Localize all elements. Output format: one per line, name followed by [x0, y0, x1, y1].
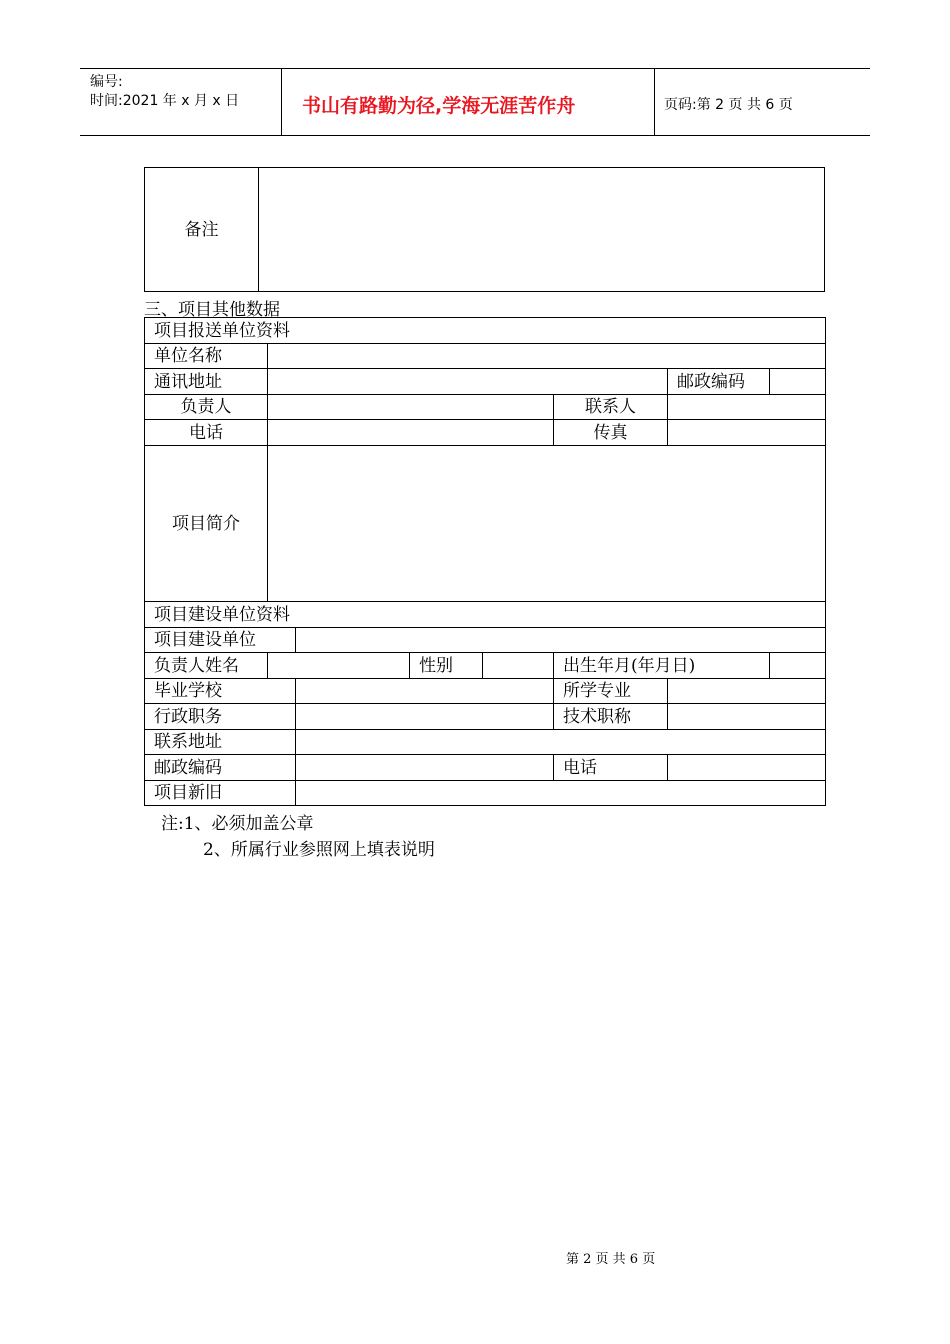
birth-label: 出生年月(年月日) — [554, 653, 770, 679]
report-unit-title: 项目报送单位资料 — [145, 318, 826, 344]
contact-label: 联系人 — [554, 395, 668, 420]
tech-title-label: 技术职称 — [554, 704, 668, 730]
build-postcode-field[interactable] — [296, 755, 554, 781]
remarks-label: 备注 — [145, 168, 259, 292]
build-unit-title: 项目建设单位资料 — [145, 602, 826, 628]
header-number-label: 编号: — [90, 74, 123, 90]
fax-field[interactable] — [668, 420, 826, 446]
project-intro-field[interactable] — [268, 446, 826, 602]
fax-label: 传真 — [554, 420, 668, 446]
contact-field[interactable] — [668, 395, 826, 420]
new-old-label: 项目新旧 — [145, 781, 296, 806]
phone-field[interactable] — [268, 420, 554, 446]
contact-address-label: 联系地址 — [145, 730, 296, 755]
build-phone-label: 电话 — [554, 755, 668, 781]
admin-post-field[interactable] — [296, 704, 554, 730]
contact-address-field[interactable] — [296, 730, 826, 755]
address-label: 通讯地址 — [145, 369, 268, 395]
project-intro-label: 项目简介 — [145, 446, 268, 602]
postcode-field[interactable] — [770, 369, 826, 395]
gender-label: 性别 — [410, 653, 483, 679]
leader-name-label: 负责人姓名 — [145, 653, 268, 679]
build-unit-label: 项目建设单位 — [145, 628, 296, 653]
leader-name-field[interactable] — [268, 653, 410, 679]
tech-title-field[interactable] — [668, 704, 826, 730]
header-motto: 书山有路勤为径,学海无涯苦作舟 — [302, 95, 576, 117]
admin-post-label: 行政职务 — [145, 704, 296, 730]
school-field[interactable] — [296, 679, 554, 704]
major-label: 所学专业 — [554, 679, 668, 704]
header-page-label: 页码:第 2 页 共 6 页 — [664, 97, 793, 113]
remarks-field[interactable] — [259, 168, 825, 292]
postcode-label: 邮政编码 — [668, 369, 770, 395]
unit-name-field[interactable] — [268, 344, 826, 369]
header-divider-left — [281, 68, 282, 136]
footer-page-number: 第 2 页 共 6 页 — [566, 1252, 656, 1267]
section3-title: 三、项目其他数据 — [144, 300, 280, 320]
phone-label: 电话 — [145, 420, 268, 446]
gender-field[interactable] — [483, 653, 554, 679]
header-divider-right — [654, 68, 655, 136]
build-phone-field[interactable] — [668, 755, 826, 781]
project-data-table — [144, 317, 826, 806]
remarks-table — [144, 167, 825, 292]
leader-label: 负责人 — [145, 395, 268, 420]
address-field[interactable] — [268, 369, 668, 395]
major-field[interactable] — [668, 679, 826, 704]
note-line-2: 2、所属行业参照网上填表说明 — [203, 840, 435, 860]
build-postcode-label: 邮政编码 — [145, 755, 296, 781]
new-old-field[interactable] — [296, 781, 826, 806]
header-time-label: 时间:2021 年 x 月 x 日 — [90, 93, 240, 109]
build-unit-field[interactable] — [296, 628, 826, 653]
birth-field[interactable] — [770, 653, 826, 679]
leader-field[interactable] — [268, 395, 554, 420]
note-line-1: 注:1、必须加盖公章 — [161, 814, 314, 834]
unit-name-label: 单位名称 — [145, 344, 268, 369]
header-top-rule — [80, 68, 870, 69]
school-label: 毕业学校 — [145, 679, 296, 704]
header-bottom-rule — [80, 135, 870, 136]
